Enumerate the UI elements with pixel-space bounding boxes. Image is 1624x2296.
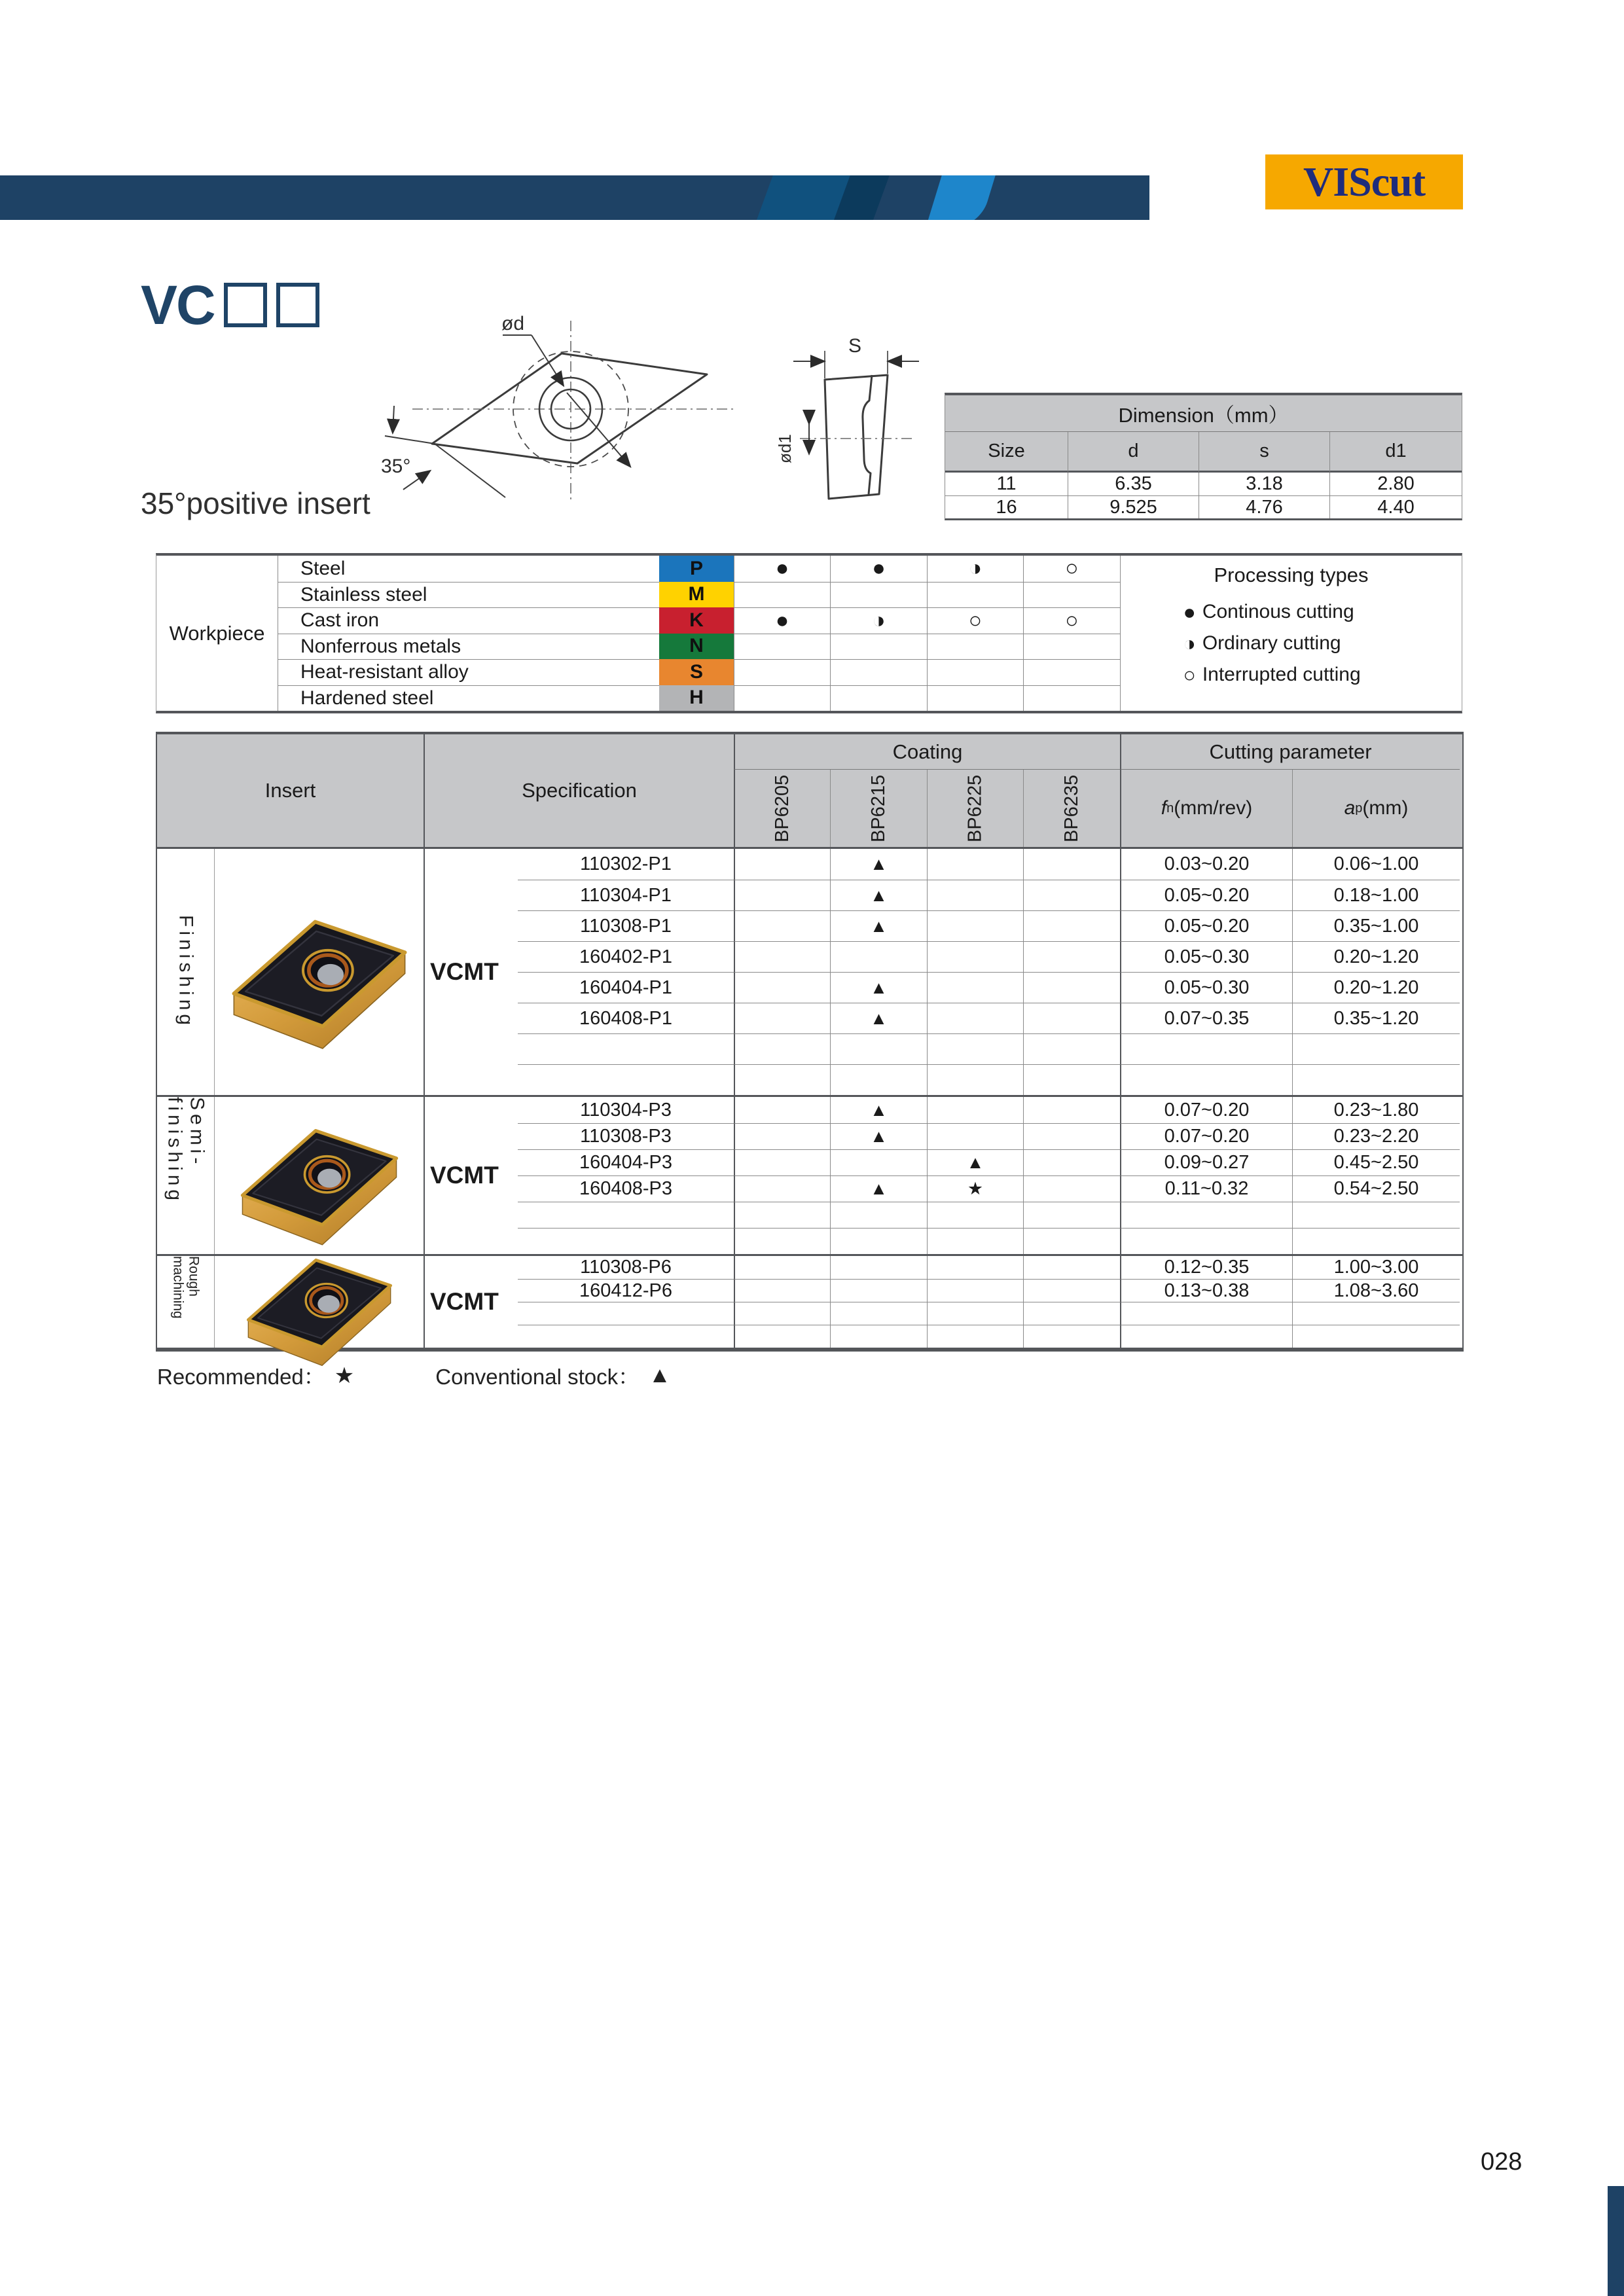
conventional-stock-label: Conventional stock： <box>435 1365 640 1389</box>
coating-mark: ▲ <box>830 1003 927 1033</box>
model: 160408-P3 <box>518 1175 734 1202</box>
model: 160404-P1 <box>518 972 734 1003</box>
coating-mark <box>734 1064 830 1095</box>
model: 110308-P1 <box>518 910 734 941</box>
dimension-value: 9.525 <box>1068 495 1199 518</box>
cutting-mark <box>1023 685 1120 711</box>
coating-mark <box>734 941 830 972</box>
brand-logo <box>1265 154 1463 209</box>
ap-value <box>1292 1064 1460 1095</box>
coating-mark <box>734 849 830 880</box>
ap-value <box>1292 1228 1460 1254</box>
coating-mark <box>927 972 1023 1003</box>
drawing-label-angle: 35° <box>381 456 411 477</box>
processing-types-panel <box>1120 556 1462 711</box>
ap-value: 0.20~1.20 <box>1292 972 1460 1003</box>
triangle-icon: ▲ <box>649 1363 671 1388</box>
workpiece-material: Cast iron <box>278 607 659 634</box>
coating-mark <box>830 1064 927 1095</box>
model: 110308-P3 <box>518 1123 734 1149</box>
coating-mark <box>734 1302 830 1325</box>
col-specification: Specification <box>424 734 734 847</box>
coating-mark: ▲ <box>830 1175 927 1202</box>
coating-mark: ▲ <box>830 972 927 1003</box>
workpiece-material: Heat-resistant alloy <box>278 659 659 685</box>
grade-bp6205: BP6205 <box>734 770 830 847</box>
processing-legend-label: Continous cutting <box>1202 601 1354 622</box>
symbol-legend <box>157 1360 671 1391</box>
workpiece-table <box>156 553 1462 713</box>
coating-mark: ▲ <box>927 1149 1023 1175</box>
ap-value <box>1292 1302 1460 1325</box>
spec-prefix: VCMT <box>424 849 518 1095</box>
coating-mark <box>927 910 1023 941</box>
workpiece-material: Hardened steel <box>278 685 659 711</box>
continuous-cutting-icon: ● <box>1183 600 1196 624</box>
fn-value: 0.07~0.20 <box>1120 1123 1292 1149</box>
group-label: Semi-finishing <box>157 1097 215 1254</box>
ap-value: 0.06~1.00 <box>1292 849 1460 880</box>
fn-value <box>1120 1302 1292 1325</box>
workpiece-label: Workpiece <box>156 556 278 711</box>
iso-code-chip: S <box>659 659 734 685</box>
coating-mark <box>927 880 1023 910</box>
col-coating: Coating <box>734 734 1120 770</box>
insert-photo <box>215 1097 424 1254</box>
coating-mark <box>1023 1097 1120 1123</box>
fn-value <box>1120 1325 1292 1348</box>
group-label: Finishing <box>157 849 215 1095</box>
iso-code-chip: N <box>659 634 734 660</box>
fn-value: 0.11~0.32 <box>1120 1175 1292 1202</box>
fn-value: 0.05~0.20 <box>1120 880 1292 910</box>
coating-mark <box>1023 849 1120 880</box>
coating-mark <box>1023 1175 1120 1202</box>
cutting-mark: ◑ <box>927 556 1023 582</box>
ap-value: 0.23~2.20 <box>1292 1123 1460 1149</box>
model: 160404-P3 <box>518 1149 734 1175</box>
fn-value: 0.07~0.35 <box>1120 1003 1292 1033</box>
col-cutting-parameter: Cutting parameter <box>1120 734 1460 770</box>
insert-photo <box>215 1256 424 1348</box>
page-number: 028 <box>1481 2148 1523 2176</box>
coating-mark <box>1023 1033 1120 1064</box>
model: 110302-P1 <box>580 853 672 874</box>
workpiece-material: Stainless steel <box>278 582 659 608</box>
coating-mark <box>734 1033 830 1064</box>
coating-mark <box>734 1123 830 1149</box>
interrupted-cutting-icon: ○ <box>1183 663 1196 687</box>
series-code: VC <box>141 274 215 336</box>
cutting-mark <box>734 685 830 711</box>
cutting-mark <box>830 634 927 660</box>
ap-value: 0.45~2.50 <box>1292 1149 1460 1175</box>
processing-legend-item <box>1183 601 1399 623</box>
cutting-mark <box>927 634 1023 660</box>
dimension-value: 16 <box>945 495 1068 518</box>
cutting-mark <box>927 685 1023 711</box>
banner-decoration <box>926 175 998 220</box>
fn-value: 0.13~0.38 <box>1120 1279 1292 1302</box>
dimension-value: 3.18 <box>1199 473 1329 495</box>
dimension-col-size: Size <box>945 432 1068 473</box>
col-depth-of-cut <box>1292 770 1460 847</box>
coating-mark <box>1023 1228 1120 1254</box>
coating-mark <box>1023 1279 1120 1302</box>
grade-bp6225: BP6225 <box>927 770 1023 847</box>
coating-mark <box>734 972 830 1003</box>
coating-mark <box>1023 1064 1120 1095</box>
dimension-value: 11 <box>996 473 1017 494</box>
fn-value: 0.07~0.20 <box>1120 1097 1292 1123</box>
fn-value: 0.05~0.30 <box>1120 972 1292 1003</box>
iso-code-chip: P <box>659 556 734 582</box>
coating-mark: ▲ <box>830 910 927 941</box>
coating-mark <box>734 1228 830 1254</box>
coating-mark <box>927 1325 1023 1348</box>
coating-mark <box>830 1325 927 1348</box>
page-subtitle: 35°positive insert <box>141 486 370 520</box>
processing-legend-label: Interrupted cutting <box>1202 664 1361 685</box>
drawing-label-d: ød <box>501 313 525 334</box>
fn-value: 0.05~0.20 <box>1120 910 1292 941</box>
ap-value: 1.08~3.60 <box>1292 1279 1460 1302</box>
cutting-mark: ● <box>830 556 927 582</box>
coating-mark <box>927 1097 1023 1123</box>
ap-value: 0.20~1.20 <box>1292 941 1460 972</box>
workpiece-material: Nonferrous metals <box>278 634 659 660</box>
coating-mark <box>830 1149 927 1175</box>
coating-mark <box>1023 1202 1120 1228</box>
coating-mark: ★ <box>927 1175 1023 1202</box>
dimension-col-d1: d1 <box>1329 432 1462 473</box>
ap-value <box>1292 1033 1460 1064</box>
ap-symbol: a <box>1344 797 1356 819</box>
coating-mark <box>927 1228 1023 1254</box>
model: 160412-P6 <box>518 1279 734 1302</box>
cutting-mark: ◑ <box>830 607 927 634</box>
col-insert: Insert <box>264 779 316 802</box>
coating-mark <box>927 941 1023 972</box>
spec-prefix: VCMT <box>424 1097 518 1254</box>
processing-legend-item <box>1183 632 1399 655</box>
model <box>518 1228 734 1254</box>
coating-mark: ▲ <box>830 1123 927 1149</box>
fn-value <box>1120 1228 1292 1254</box>
processing-types-title: Processing types <box>1214 564 1369 586</box>
cutting-mark: ● <box>734 556 830 582</box>
fn-value <box>1120 1033 1292 1064</box>
page-title <box>141 274 319 336</box>
page-edge-bar <box>1608 2186 1624 2296</box>
brand-logo-text: VIScut <box>1303 158 1426 205</box>
coating-mark <box>1023 910 1120 941</box>
coating-mark <box>734 1003 830 1033</box>
group-label: Rough machining <box>157 1256 215 1348</box>
fn-sub: n <box>1166 800 1174 816</box>
ordinary-cutting-icon: ◑ <box>1183 632 1196 655</box>
coating-mark <box>830 1279 927 1302</box>
coating-mark <box>830 1256 927 1279</box>
cutting-mark <box>927 659 1023 685</box>
dimension-table <box>945 393 1462 520</box>
coating-mark <box>927 1279 1023 1302</box>
model <box>518 1033 734 1064</box>
coating-mark <box>1023 941 1120 972</box>
model <box>518 1064 734 1095</box>
ap-value: 0.18~1.00 <box>1292 880 1460 910</box>
dimension-value: 4.76 <box>1199 495 1329 518</box>
placeholder-box <box>276 283 319 327</box>
coating-mark <box>734 880 830 910</box>
cutting-mark <box>830 582 927 608</box>
coating-mark <box>830 1302 927 1325</box>
grade-bp6235: BP6235 <box>1023 770 1120 847</box>
coating-mark <box>927 1302 1023 1325</box>
coating-mark <box>734 1279 830 1302</box>
cutting-mark <box>734 582 830 608</box>
cutting-mark: ● <box>734 607 830 634</box>
coating-mark <box>927 1003 1023 1033</box>
model: 110308-P6 <box>580 1257 672 1278</box>
coating-mark <box>734 910 830 941</box>
iso-code-chip: K <box>659 607 734 634</box>
dimension-value: 4.40 <box>1329 495 1462 518</box>
coating-mark: ▲ <box>830 880 927 910</box>
coating-mark <box>734 1149 830 1175</box>
coating-mark <box>1023 1003 1120 1033</box>
ap-value: 0.54~2.50 <box>1292 1175 1460 1202</box>
model: 110304-P1 <box>518 880 734 910</box>
fn-value: 0.12~0.35 <box>1120 1256 1292 1279</box>
coating-mark <box>734 1097 830 1123</box>
ap-value: 0.23~1.80 <box>1292 1097 1460 1123</box>
coating-mark <box>927 849 1023 880</box>
model: 160408-P1 <box>518 1003 734 1033</box>
fn-symbol: f <box>1161 797 1167 819</box>
coating-mark <box>734 1175 830 1202</box>
cutting-mark <box>1023 659 1120 685</box>
star-icon: ★ <box>334 1363 355 1388</box>
coating-mark <box>1023 880 1120 910</box>
cutting-mark: ○ <box>1023 556 1120 582</box>
cutting-mark <box>830 685 927 711</box>
coating-mark: ▲ <box>830 849 927 880</box>
coating-mark <box>927 1202 1023 1228</box>
cutting-mark <box>734 634 830 660</box>
coating-mark <box>1023 1302 1120 1325</box>
dimension-value: 6.35 <box>1068 473 1199 495</box>
dimension-value: 2.80 <box>1329 473 1462 495</box>
coating-mark <box>734 1325 830 1348</box>
fn-unit: (mm/rev) <box>1174 797 1253 819</box>
model <box>518 1325 734 1348</box>
coating-mark <box>830 941 927 972</box>
group-finishing <box>157 849 1462 1095</box>
ap-unit: (mm) <box>1362 797 1409 819</box>
ap-value: 0.35~1.00 <box>1292 910 1460 941</box>
coating-mark <box>830 1228 927 1254</box>
processing-legend-item <box>1183 664 1399 686</box>
cutting-mark <box>1023 582 1120 608</box>
spec-prefix: VCMT <box>424 1256 518 1348</box>
technical-drawing <box>367 301 943 530</box>
ap-sub: p <box>1355 800 1363 816</box>
coating-mark <box>927 1064 1023 1095</box>
coating-mark <box>1023 972 1120 1003</box>
fn-value: 0.05~0.30 <box>1120 941 1292 972</box>
cutting-mark <box>1023 634 1120 660</box>
recommended-label: Recommended： <box>157 1365 325 1389</box>
coating-mark <box>927 1033 1023 1064</box>
placeholder-box <box>224 283 267 327</box>
fn-value <box>1120 1202 1292 1228</box>
group-semi-finishing <box>157 1095 1462 1254</box>
ap-value <box>1292 1325 1460 1348</box>
ap-value <box>1292 1202 1460 1228</box>
coating-mark <box>830 1033 927 1064</box>
model <box>518 1302 734 1325</box>
cutting-mark <box>927 582 1023 608</box>
dimension-table-title: Dimension（mm） <box>945 395 1462 432</box>
ap-value: 0.35~1.20 <box>1292 1003 1460 1033</box>
workpiece-material: Steel <box>300 557 346 579</box>
insert-selection-table <box>156 732 1464 1352</box>
dimension-col-d: d <box>1068 432 1199 473</box>
header-bar <box>0 175 1149 220</box>
ap-value: 1.00~3.00 <box>1292 1256 1460 1279</box>
table-header <box>157 734 1462 849</box>
cutting-mark: ○ <box>1023 607 1120 634</box>
cutting-mark <box>830 659 927 685</box>
fn-value <box>1120 1064 1292 1095</box>
coating-mark <box>927 1123 1023 1149</box>
drawing-label-s: S <box>848 335 862 357</box>
dimension-col-s: s <box>1199 432 1329 473</box>
coating-mark <box>1023 1149 1120 1175</box>
fn-value: 0.03~0.20 <box>1120 849 1292 880</box>
col-feed-rate <box>1120 770 1292 847</box>
processing-legend-label: Ordinary cutting <box>1202 632 1341 654</box>
coating-mark <box>734 1202 830 1228</box>
coating-mark: ▲ <box>830 1097 927 1123</box>
model <box>518 1202 734 1228</box>
cutting-mark: ○ <box>927 607 1023 634</box>
fn-value: 0.09~0.27 <box>1120 1149 1292 1175</box>
grade-bp6215: BP6215 <box>830 770 927 847</box>
model: 160402-P1 <box>518 941 734 972</box>
model: 110304-P3 <box>580 1099 672 1121</box>
coating-mark <box>1023 1123 1120 1149</box>
coating-mark <box>1023 1325 1120 1348</box>
coating-mark <box>1023 1256 1120 1279</box>
drawing-label-d1: ød1 <box>775 434 795 463</box>
coating-mark <box>927 1256 1023 1279</box>
cutting-mark <box>734 659 830 685</box>
insert-photo <box>215 849 424 1095</box>
group-rough-machining <box>157 1254 1462 1348</box>
coating-mark <box>830 1202 927 1228</box>
coating-mark <box>734 1256 830 1279</box>
iso-code-chip: H <box>659 685 734 711</box>
iso-code-chip: M <box>659 582 734 608</box>
